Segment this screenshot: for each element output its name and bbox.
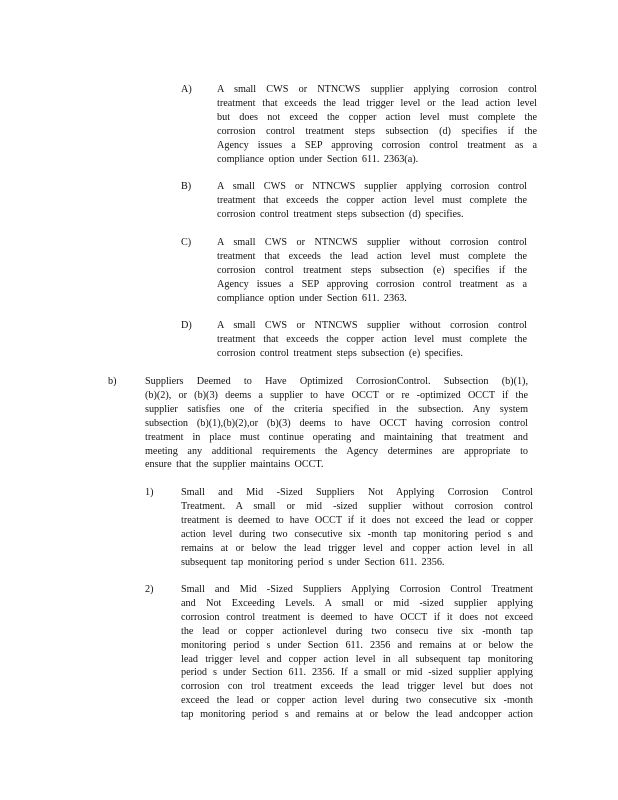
item-text xyxy=(181,486,533,569)
text-line: meeting any additional requirements the Agency determines are appropriate to xyxy=(145,445,528,457)
text-line: action level during two consecutive six -month tap monitoring period s and xyxy=(181,528,533,540)
text-line: Agency issues a SEP approving corrosion control treatment as a xyxy=(217,139,537,151)
text-line: A small CWS or NTNCWS supplier applying corrosion control xyxy=(217,181,527,192)
text-line: corrosion control treatment steps subsection (d) specifies if the xyxy=(217,125,537,137)
text-line: ensure that the supplier maintains OCCT. xyxy=(145,459,324,471)
text-line: Small and Mid -Sized Suppliers Not Applying Corrosion Control xyxy=(181,487,533,498)
text-line: supplier satisfies one of the criteria specified in the subsection. Any system xyxy=(145,403,528,415)
item-label: b) xyxy=(108,376,117,387)
item-text xyxy=(181,583,533,722)
text-line: compliance option under Section 611. 2363(a). xyxy=(217,153,419,165)
text-line: treatment in place must continue operating and maintaining that treatment and xyxy=(145,431,528,443)
text-line: corrosion control treatment steps subsection (d) specifies. xyxy=(217,208,464,220)
text-line: but does not exceed the copper action level must complete the xyxy=(217,111,537,123)
item-text xyxy=(217,236,527,306)
item-text xyxy=(217,180,527,222)
item-text xyxy=(145,375,528,472)
item-text xyxy=(217,319,527,361)
text-line: Small and Mid -Sized Suppliers Applying Corrosion Control Treatment xyxy=(181,584,533,595)
text-line: treatment is deemed to have OCCT if it does not exceed the lead or copper xyxy=(181,514,533,526)
text-line: monitoring period s under Section 611. 2356 and remains at or below the xyxy=(181,639,533,651)
item-label: D) xyxy=(181,320,192,331)
text-line: corrosion control treatment steps subsection (e) specifies. xyxy=(217,347,463,359)
text-line: treatment that exceeds the copper action level must complete the xyxy=(217,194,527,206)
text-line: treatment that exceeds the copper action level must complete the xyxy=(217,333,527,345)
item-label: 1) xyxy=(145,487,154,498)
text-line: period s under Section 611. 2356. If a small or mid -sized supplier applying xyxy=(181,667,533,679)
text-line: corrosion con trol treatment exceeds the lead trigger level but does not xyxy=(181,681,533,693)
text-line: treatment that exceeds the lead action level must complete the xyxy=(217,250,527,262)
item-label: B) xyxy=(181,181,192,192)
item-text xyxy=(217,83,537,166)
text-line: Suppliers Deemed to Have Optimized CorrosionControl. Subsection (b)(1), xyxy=(145,376,528,387)
text-line: subsection (b)(1),(b)(2),or (b)(3) deems to have OCCT having corrosion control xyxy=(145,417,528,429)
text-line: compliance option under Section 611. 2363. xyxy=(217,292,407,304)
text-line: (b)(2), or (b)(3) deems a supplier to have OCCT or re -optimized OCCT if the xyxy=(145,389,528,401)
text-line: exceed the lead or copper action level during two consecutive six -month xyxy=(181,695,533,707)
text-line: lead trigger level and copper action level in all subsequent tap monitoring xyxy=(181,653,533,665)
text-line: Agency issues a SEP approving corrosion control treatment as a xyxy=(217,278,527,290)
text-line: A small CWS or NTNCWS supplier applying corrosion control xyxy=(217,84,537,95)
text-line: corrosion control treatment steps subsection (e) specifies if the xyxy=(217,264,527,276)
item-label: 2) xyxy=(145,584,154,595)
item-label: A) xyxy=(181,84,192,95)
text-line: and Not Exceeding Levels. A small or mid -sized supplier applying xyxy=(181,597,533,609)
text-line: the lead or copper actionlevel during two consecu tive six -month tap xyxy=(181,625,533,637)
text-line: A small CWS or NTNCWS supplier without corrosion control xyxy=(217,320,527,331)
text-line: Treatment. A small or mid -sized supplier without corrosion control xyxy=(181,500,533,512)
item-label: C) xyxy=(181,237,192,248)
text-line: corrosion control treatment is deemed to have OCCT if it does not exceed xyxy=(181,611,533,623)
text-line: treatment that exceeds the lead trigger level or the lead action level xyxy=(217,97,537,109)
text-line: tap monitoring period s and remains at or below the lead andcopper action xyxy=(181,709,533,721)
text-line: A small CWS or NTNCWS supplier without corrosion control xyxy=(217,237,527,248)
text-line: subsequent tap monitoring period s under Section 611. 2356. xyxy=(181,556,445,568)
text-line: remains at or below the lead trigger level and copper action level in all xyxy=(181,542,533,554)
